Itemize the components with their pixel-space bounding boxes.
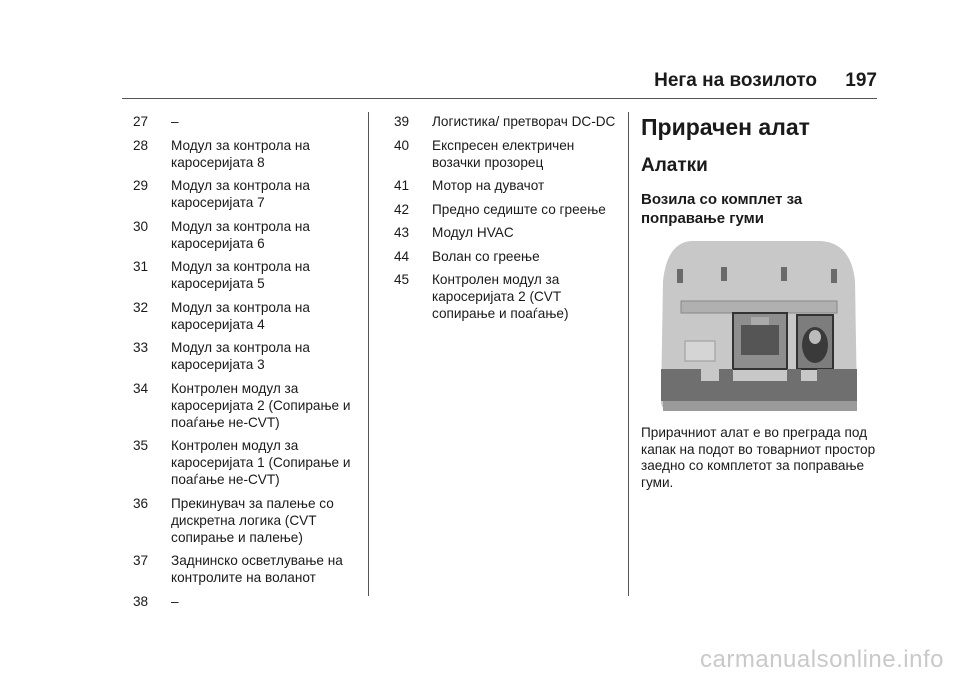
list-item: 39 Логистика/ претворач DC-DC — [394, 114, 616, 129]
tool-kit-illustration — [641, 241, 877, 413]
section-title: Прирачен алат — [641, 114, 810, 140]
column-divider — [628, 112, 629, 596]
list-item: 31 Модул за контрола на каросеријата 5 — [133, 259, 310, 291]
section-subsubtitle: Возила со комплет за поправање гуми — [641, 191, 803, 227]
list-item: 38 – — [133, 593, 179, 609]
list-item: 37 Заднинско осветлување на контролите на воланот — [133, 553, 343, 585]
page-number: 197 — [845, 70, 877, 91]
fuse-list-column-2 — [394, 113, 626, 329]
list-item: 33 Модул за контрола на каросеријата 3 — [133, 340, 310, 372]
list-item: 35 Контролен модул за каросеријата 1 (Сопирање и поаѓање не-CVT) — [133, 438, 351, 487]
list-item: 32 Модул за контрола на каросеријата 4 — [133, 299, 310, 332]
fuse-list-column-1 — [133, 113, 365, 616]
list-item: 45 Контролен модул за каросеријата 2 (CVT сопирање и поаѓање) — [394, 272, 569, 321]
watermark: carmanualsonline.info — [700, 646, 944, 673]
list-item: 41 Мотор на дувачот — [394, 178, 545, 193]
tools-section — [641, 112, 877, 491]
list-item: 40 Експресен електричен возачки прозорец — [394, 137, 575, 170]
list-item: 30 Модул за контрола на каросеријата 6 — [133, 218, 310, 251]
list-item: 43 Модул HVAC — [394, 225, 514, 240]
header-divider — [122, 98, 877, 99]
list-item: 29 Модул за контрола на каросеријата 7 — [133, 178, 310, 210]
page-header — [0, 70, 877, 96]
list-item: 27 – — [133, 114, 179, 129]
list-item: 28 Модул за контрола на каросеријата 8 — [133, 137, 310, 170]
section-subtitle: Алатки — [641, 155, 708, 176]
list-item: 44 Волан со греење — [394, 248, 540, 264]
header-title: Нега на возилото — [654, 70, 817, 91]
list-item: 36 Прекинувач за палење со дискретна логика (CVT сопирање и палење) — [133, 495, 334, 545]
list-item: 34 Контролен модул за каросеријата 2 (Сопирање и поаѓање не-CVT) — [133, 380, 351, 430]
list-item: 42 Предно седиште со греење — [394, 201, 606, 217]
section-body: Прирачниот алат е во преграда под капак на подот во товарниот простор заедно со комплетот за поправање гуми. — [641, 425, 876, 490]
column-divider — [368, 112, 369, 596]
